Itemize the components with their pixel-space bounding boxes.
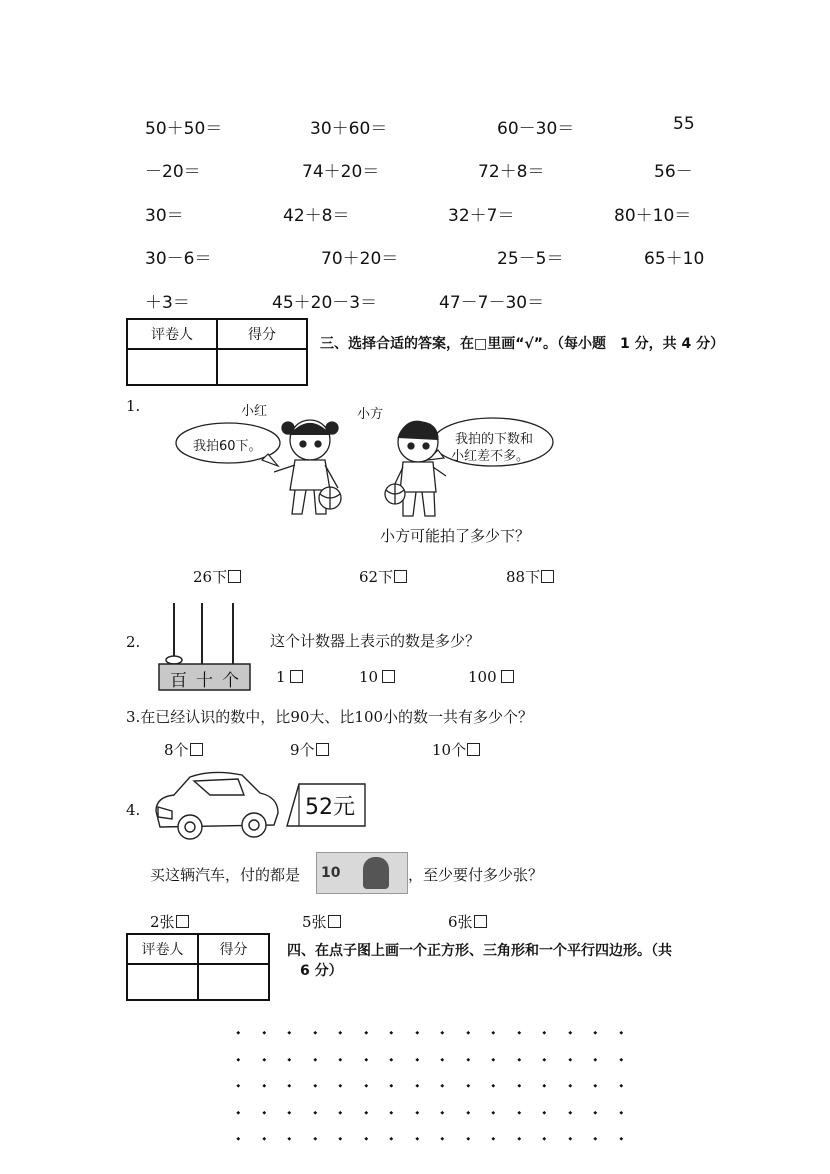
problem: 32＋7＝: [448, 206, 515, 226]
problem: 47－7－30＝: [439, 293, 545, 313]
reviewer-header: 评卷人: [127, 934, 198, 964]
problem: 55: [673, 114, 695, 134]
grid-dot[interactable]: ◆: [618, 1082, 623, 1089]
grid-dot[interactable]: ◆: [542, 1082, 547, 1089]
grid-dot[interactable]: ◆: [465, 1029, 470, 1036]
q1-option[interactable]: [506, 566, 554, 587]
problem: ＋3＝: [145, 293, 190, 313]
q4-question-end: ，至少要付多少张？: [408, 866, 544, 884]
grid-dot[interactable]: ◆: [593, 1082, 598, 1089]
grid-dot[interactable]: ◆: [593, 1029, 598, 1036]
problem: －20＝: [145, 162, 201, 182]
q2-option[interactable]: [359, 668, 395, 686]
grid-dot[interactable]: ◆: [363, 1029, 368, 1036]
option-label: 88下: [506, 568, 541, 586]
grid-dot[interactable]: ◆: [516, 1029, 521, 1036]
grid-dot[interactable]: ◆: [312, 1082, 317, 1089]
grid-dot[interactable]: ◆: [287, 1135, 292, 1142]
grid-dot[interactable]: ◆: [567, 1135, 572, 1142]
checkbox[interactable]: [228, 570, 241, 583]
q1-number: 1.: [126, 397, 141, 415]
grid-dot[interactable]: ◆: [618, 1135, 623, 1142]
toy-car-illustration: [150, 767, 285, 847]
checkbox[interactable]: [190, 743, 203, 756]
grid-dot[interactable]: ◆: [618, 1029, 623, 1036]
q2-number: 2.: [126, 633, 141, 651]
option-label: 26下: [193, 568, 228, 586]
abacus-label-ones: 个: [222, 671, 239, 691]
grid-dot[interactable]: ◆: [236, 1135, 241, 1142]
grid-dot[interactable]: ◆: [465, 1056, 470, 1062]
problem: 56－: [654, 162, 693, 182]
grid-dot[interactable]: ◆: [312, 1056, 317, 1062]
checkbox[interactable]: [328, 915, 341, 928]
reviewer-cell[interactable]: [127, 964, 198, 1000]
grid-dot[interactable]: ◆: [567, 1056, 572, 1062]
option-label: 100: [468, 668, 497, 686]
grid-dot[interactable]: ◆: [389, 1135, 394, 1142]
q3-option[interactable]: [164, 739, 203, 760]
checkbox[interactable]: [176, 915, 189, 928]
grid-dot[interactable]: ◆: [414, 1135, 419, 1142]
reviewer-cell[interactable]: [127, 349, 217, 385]
boy-figure: [385, 421, 446, 516]
q4-question-start: 买这辆汽车，付的都是: [150, 866, 301, 884]
grid-dot[interactable]: ◆: [363, 1109, 368, 1115]
problem: 74＋20＝: [302, 162, 380, 182]
problem: 65＋10: [644, 249, 705, 269]
option-label: 1: [276, 668, 286, 686]
grid-dot[interactable]: ◆: [389, 1082, 394, 1089]
grid-dot[interactable]: ◆: [542, 1135, 547, 1142]
grid-dot[interactable]: ◆: [516, 1056, 521, 1062]
grid-dot[interactable]: ◆: [465, 1082, 470, 1089]
bubble-left-text: 我拍60下。: [193, 439, 262, 454]
grid-dot[interactable]: ◆: [261, 1082, 266, 1089]
grid-dot[interactable]: ◆: [338, 1109, 343, 1115]
grid-dot[interactable]: ◆: [440, 1082, 445, 1089]
problem: 70＋20＝: [321, 249, 399, 269]
q3-option[interactable]: [432, 739, 480, 760]
checkbox[interactable]: [541, 570, 554, 583]
score-table: [126, 318, 308, 386]
girl-figure: [274, 420, 341, 514]
grid-dot[interactable]: ◆: [338, 1135, 343, 1142]
grid-dot[interactable]: ◆: [440, 1135, 445, 1142]
section3-title: 三、选择合适的答案，在□里画“√”。（每小题 1 分，共 4 分）: [320, 336, 725, 352]
grid-dot[interactable]: ◆: [593, 1056, 598, 1062]
checkbox[interactable]: [394, 570, 407, 583]
grid-dot[interactable]: ◆: [287, 1056, 292, 1062]
portrait-icon: [363, 857, 389, 889]
grid-dot[interactable]: ◆: [236, 1109, 241, 1115]
grid-dot[interactable]: ◆: [465, 1135, 470, 1142]
option-label: 8个: [164, 741, 189, 759]
grid-dot[interactable]: ◆: [261, 1109, 266, 1115]
grid-dot[interactable]: ◆: [389, 1056, 394, 1062]
grid-dot[interactable]: ◆: [618, 1109, 623, 1115]
grid-dot[interactable]: ◆: [491, 1029, 496, 1036]
grid-dot[interactable]: ◆: [363, 1056, 368, 1062]
grid-dot[interactable]: ◆: [414, 1056, 419, 1062]
grid-dot[interactable]: ◆: [338, 1056, 343, 1062]
problem: 42＋8＝: [283, 206, 350, 226]
grid-dot[interactable]: ◆: [567, 1082, 572, 1089]
checkbox[interactable]: [290, 670, 303, 683]
q4-option[interactable]: [448, 911, 487, 932]
grid-dot[interactable]: ◆: [491, 1135, 496, 1142]
q2-option[interactable]: [468, 668, 514, 686]
bubble-right-line1: 我拍的下数和: [455, 432, 534, 447]
q4-option[interactable]: [150, 911, 189, 932]
grid-dot[interactable]: ◆: [516, 1109, 521, 1115]
q1-question: 小方可能拍了多少下？: [380, 527, 531, 545]
section4-title-line2: 6 分）: [300, 963, 343, 979]
grid-dot[interactable]: ◆: [491, 1082, 496, 1089]
grid-dot[interactable]: ◆: [567, 1109, 572, 1115]
problem: 72＋8＝: [478, 162, 545, 182]
option-label: 62下: [359, 568, 394, 586]
problem: 45＋20－3＝: [272, 293, 378, 313]
abacus-label-hundreds: 百: [170, 671, 187, 691]
grid-dot[interactable]: ◆: [542, 1109, 547, 1115]
checkbox[interactable]: [382, 670, 395, 683]
grid-dot[interactable]: ◆: [261, 1029, 266, 1036]
grid-dot[interactable]: ◆: [261, 1056, 266, 1062]
grid-dot[interactable]: ◆: [236, 1082, 241, 1089]
grid-dot[interactable]: ◆: [389, 1109, 394, 1115]
grid-dot[interactable]: ◆: [542, 1056, 547, 1062]
grid-dot[interactable]: ◆: [338, 1029, 343, 1036]
banknote-value: 10: [321, 865, 341, 881]
grid-dot[interactable]: ◆: [287, 1109, 292, 1115]
checkbox[interactable]: [316, 743, 329, 756]
grid-dot[interactable]: ◆: [261, 1135, 266, 1142]
grid-dot[interactable]: ◆: [414, 1082, 419, 1089]
grid-dot[interactable]: ◆: [287, 1082, 292, 1089]
grid-dot[interactable]: ◆: [389, 1029, 394, 1036]
grid-dot[interactable]: ◆: [312, 1109, 317, 1115]
price-label: 52元: [305, 795, 355, 820]
q3-question: 3.在已经认识的数中，比90大、比100小的数一共有多少个？: [126, 708, 534, 726]
score-cell[interactable]: [198, 964, 269, 1000]
grid-dot[interactable]: ◆: [287, 1029, 292, 1036]
q4-number: 4.: [126, 801, 141, 819]
checkbox[interactable]: [474, 915, 487, 928]
q3-option[interactable]: [290, 739, 329, 760]
checkbox[interactable]: [467, 743, 480, 756]
grid-dot[interactable]: ◆: [338, 1082, 343, 1089]
grid-dot[interactable]: ◆: [363, 1135, 368, 1142]
option-label: 9个: [290, 741, 315, 759]
bubble-right-line2: 小红差不多。: [451, 449, 530, 464]
reviewer-header: 评卷人: [127, 319, 217, 349]
grid-dot[interactable]: ◆: [440, 1056, 445, 1062]
grid-dot[interactable]: ◆: [618, 1056, 623, 1062]
checkbox[interactable]: [501, 670, 514, 683]
problem: 30＋60＝: [310, 119, 388, 139]
grid-dot[interactable]: ◆: [516, 1082, 521, 1089]
grid-dot[interactable]: ◆: [236, 1029, 241, 1036]
banknote-image: [316, 852, 408, 894]
grid-dot[interactable]: ◆: [414, 1109, 419, 1115]
problem: 60－30＝: [497, 119, 575, 139]
grid-dot[interactable]: ◆: [593, 1135, 598, 1142]
grid-dot[interactable]: ◆: [465, 1109, 470, 1115]
problem: 80＋10＝: [614, 206, 692, 226]
grid-dot[interactable]: ◆: [542, 1029, 547, 1036]
problem: 30－6＝: [145, 249, 212, 269]
problem: 50＋50＝: [145, 119, 223, 139]
name-xiaohong: 小红: [241, 404, 268, 419]
grid-dot[interactable]: ◆: [312, 1029, 317, 1036]
score-header: 得分: [198, 934, 269, 964]
grid-dot[interactable]: ◆: [491, 1056, 496, 1062]
q1-option[interactable]: [193, 566, 241, 587]
problem: 25－5＝: [497, 249, 564, 269]
q2-option[interactable]: [276, 668, 303, 686]
option-label: 2张: [150, 913, 175, 931]
grid-dot[interactable]: ◆: [312, 1135, 317, 1142]
score-header: 得分: [217, 319, 307, 349]
grid-dot[interactable]: ◆: [363, 1082, 368, 1089]
option-label: 6张: [448, 913, 473, 931]
q4-option[interactable]: [302, 911, 341, 932]
score-table: [126, 933, 270, 1001]
name-xiaofang: 小方: [357, 407, 384, 422]
grid-dot[interactable]: ◆: [440, 1109, 445, 1115]
abacus-label-tens: 十: [196, 671, 213, 691]
q1-option[interactable]: [359, 566, 407, 587]
option-label: 5张: [302, 913, 327, 931]
option-label: 10个: [432, 741, 467, 759]
grid-dot[interactable]: ◆: [593, 1109, 598, 1115]
score-cell[interactable]: [217, 349, 307, 385]
section4-title-line1: 四、在点子图上画一个正方形、三角形和一个平行四边形。（共: [287, 943, 672, 959]
option-label: 10: [359, 668, 379, 686]
q2-question: 这个计数器上表示的数是多少？: [270, 632, 481, 650]
grid-dot[interactable]: ◆: [414, 1029, 419, 1036]
grid-dot[interactable]: ◆: [236, 1056, 241, 1062]
grid-dot[interactable]: ◆: [567, 1029, 572, 1036]
problem: 30＝: [145, 206, 184, 226]
grid-dot[interactable]: ◆: [516, 1135, 521, 1142]
grid-dot[interactable]: ◆: [491, 1109, 496, 1115]
grid-dot[interactable]: ◆: [440, 1029, 445, 1036]
